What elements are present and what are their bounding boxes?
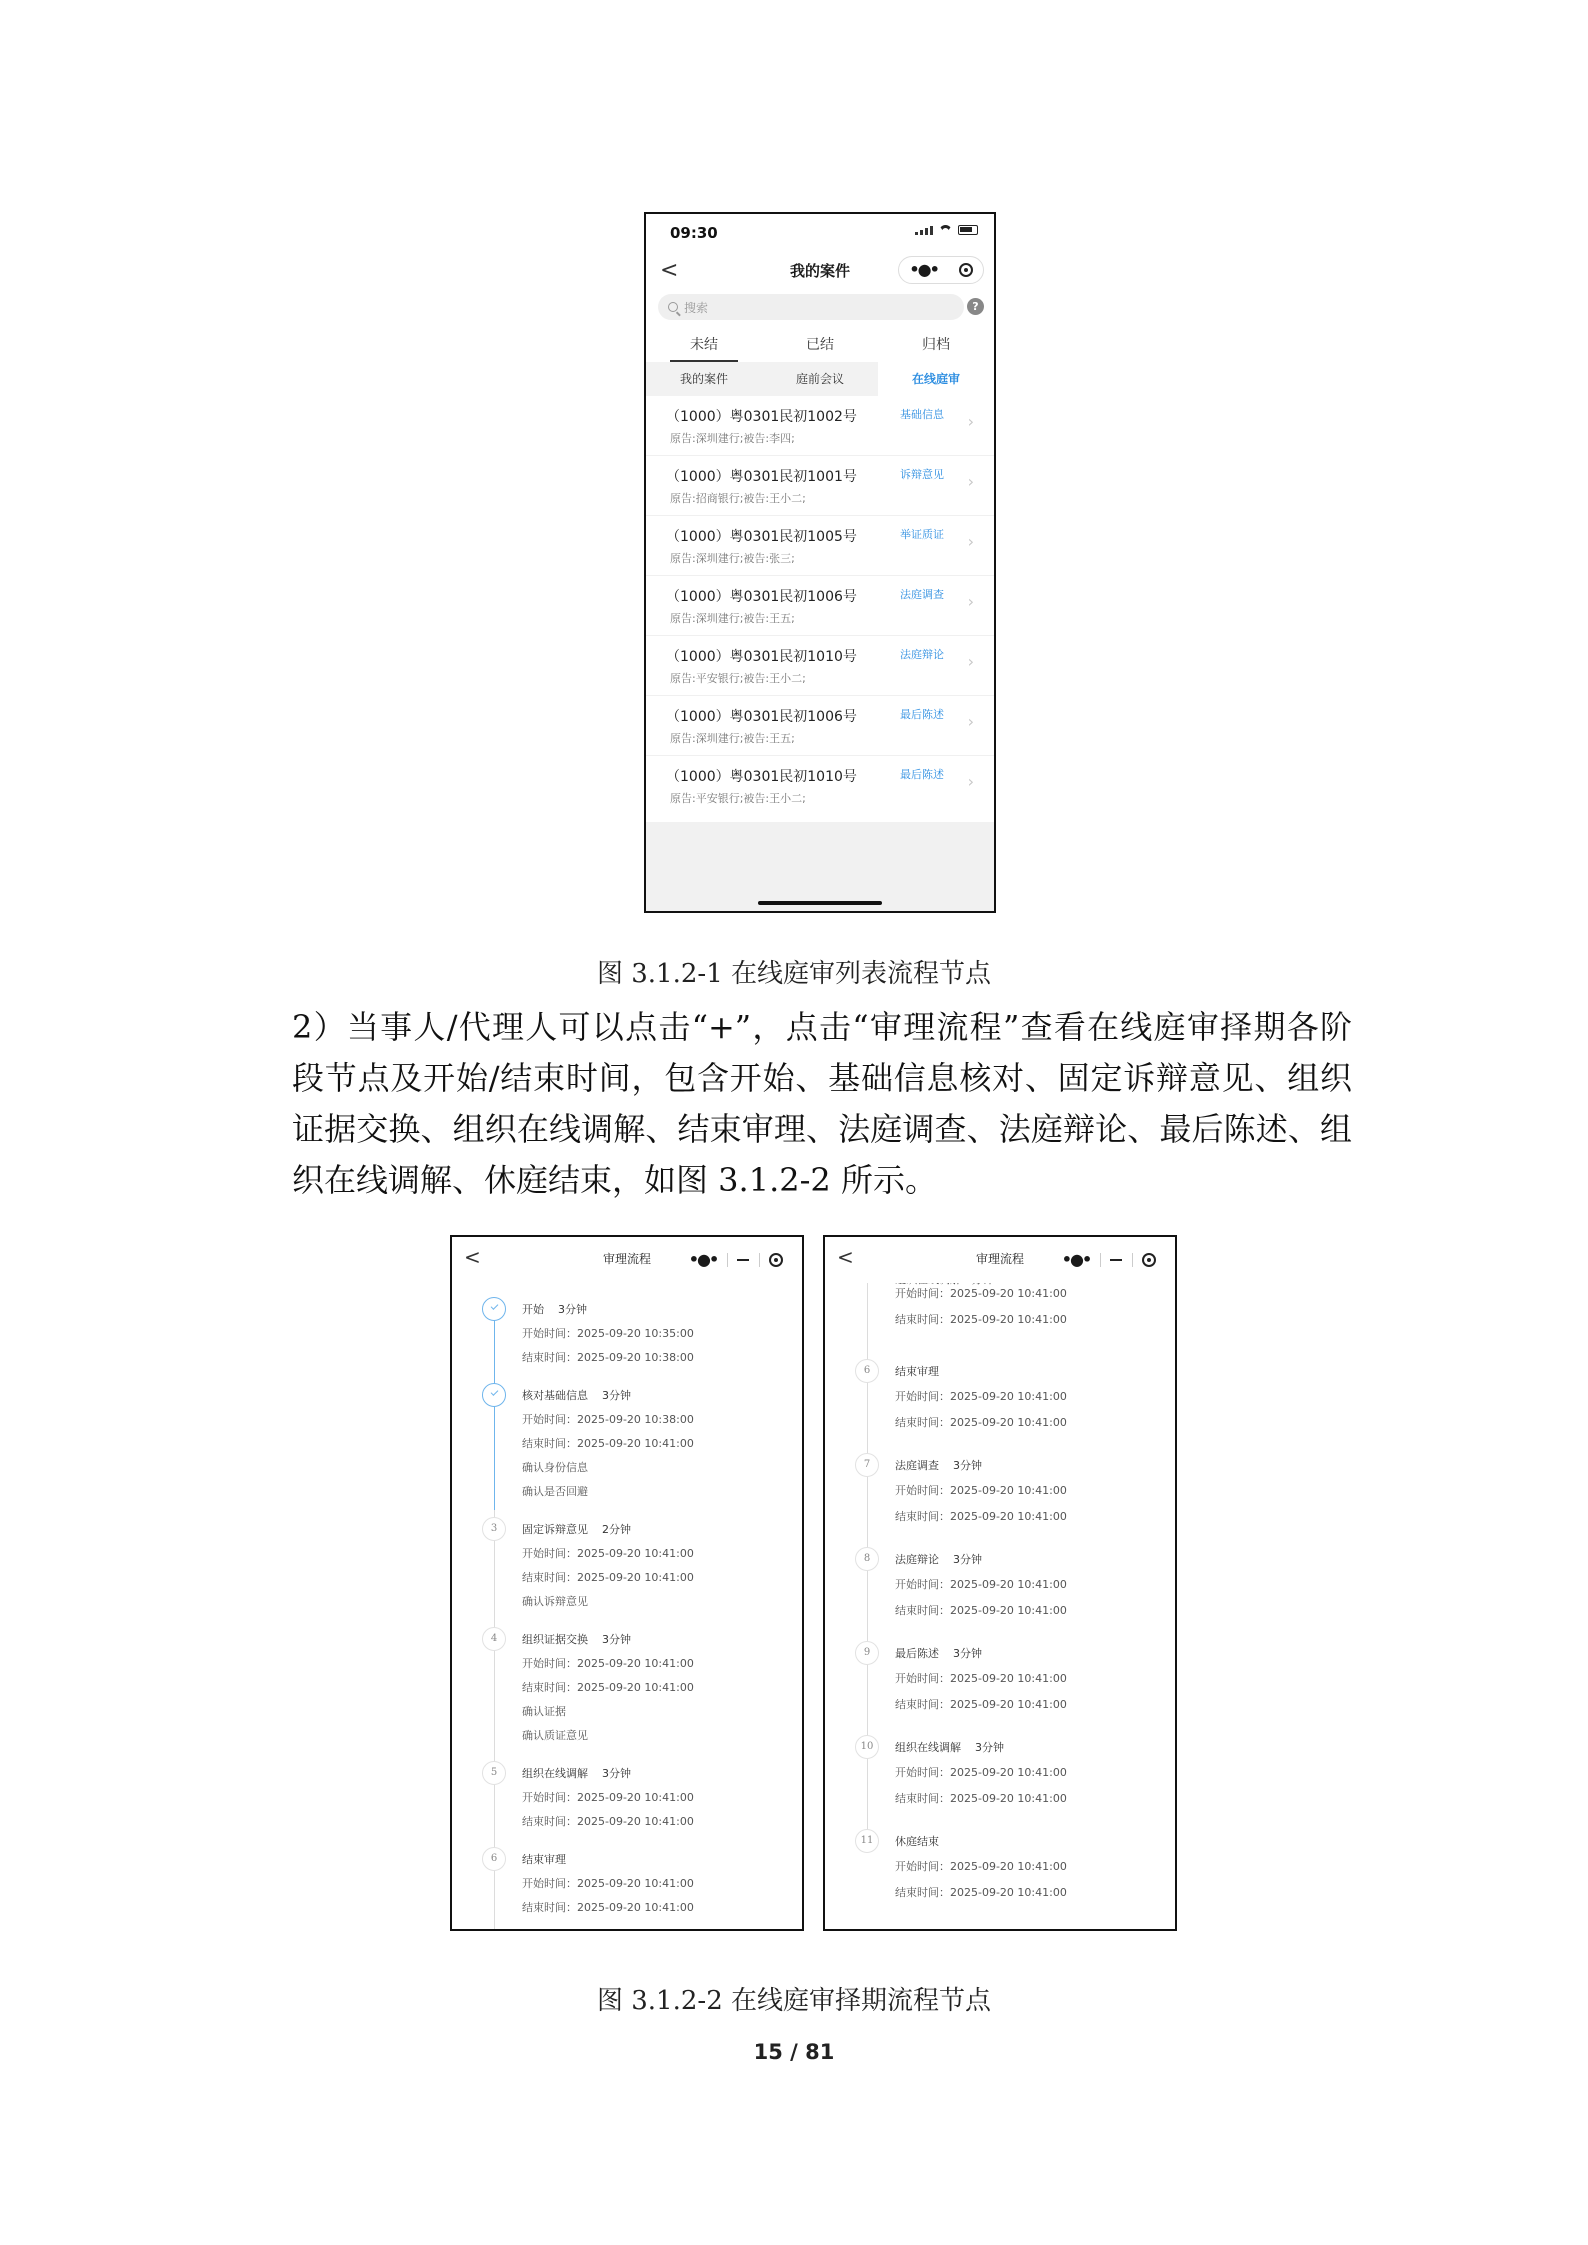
step-detail: 结束时间：2025-09-20 10:41:00 [895, 1792, 1067, 1805]
step-detail: 开始时间：2025-09-20 10:41:00 [895, 1390, 1067, 1403]
step-detail: 结束时间：2025-09-20 10:41:00 [522, 1571, 694, 1584]
step-duration: 3分钟 [953, 1647, 982, 1660]
step-detail: 开始时间：2025-09-20 10:41:00 [895, 1672, 1067, 1685]
step-name: 组织在线调解 [895, 1741, 961, 1754]
case-item[interactable] [646, 756, 994, 815]
step-detail: 确认身份信息 [522, 1461, 588, 1474]
page-title: 审理流程 [602, 1252, 651, 1266]
step-number: 6 [855, 1359, 879, 1383]
step-detail: 开始时间：2025-09-20 10:41:00 [895, 1578, 1067, 1591]
subtab-my-cases[interactable]: 我的案件 [679, 372, 728, 386]
step-duration: 3分钟 [953, 1553, 982, 1566]
back-icon[interactable]: < [837, 1245, 854, 1269]
step-number: 5 [482, 1761, 506, 1785]
step-detail: 确认是否回避 [522, 1485, 588, 1498]
paragraph-line: 证据交换、组织在线调解、结束审理、法庭调查、法庭辩论、最后陈述、组 [292, 1110, 1352, 1148]
minimize-icon[interactable] [737, 1259, 749, 1261]
case-number: （1000）粤0301民初1002号 [666, 409, 857, 425]
step-detail: 结束时间：2025-09-20 10:41:00 [895, 1698, 1067, 1711]
flow-screenshot-left [450, 1235, 804, 1931]
step-name: 法庭辩论 [895, 1553, 939, 1566]
search-icon [668, 302, 678, 312]
figure-caption-2: 图 3.1.2-2 在线庭审择期流程节点 [596, 1986, 991, 2016]
case-parties: 原告:招商银行;被告:王小二; [670, 492, 806, 505]
tab-archived[interactable]: 归档 [922, 337, 950, 353]
empty-area [646, 822, 994, 911]
home-indicator [758, 901, 882, 905]
case-stage: 最后陈述 [900, 768, 944, 781]
step-detail: 开始时间：2025-09-20 10:41:00 [522, 1791, 694, 1804]
case-parties: 原告:深圳建行;被告:李四; [670, 432, 795, 445]
chevron-right-icon: › [967, 412, 974, 431]
step-detail: 开始时间：2025-09-20 10:41:00 [522, 1547, 694, 1560]
step-detail: 确认诉辩意见 [522, 1595, 588, 1608]
case-stage: 法庭调查 [900, 588, 944, 601]
case-number: （1000）粤0301民初1006号 [666, 589, 857, 605]
case-stage: 基础信息 [900, 408, 944, 421]
step-number: 7 [855, 1453, 879, 1477]
check-icon [482, 1297, 506, 1321]
step-duration: 3分钟 [602, 1633, 631, 1646]
category-tabs [646, 362, 994, 396]
step-duration: 3分钟 [558, 1303, 587, 1316]
step-name: 核对基础信息 [522, 1389, 588, 1402]
step-detail: 确认证据 [522, 1705, 566, 1718]
miniprogram-capsule [684, 1247, 788, 1273]
case-parties: 原告:深圳建行;被告:王五; [670, 612, 795, 625]
close-miniprogram-icon[interactable] [1142, 1253, 1156, 1267]
case-list-screenshot [644, 212, 996, 913]
step-number: 6 [482, 1847, 506, 1871]
body-paragraph [292, 1002, 1352, 1206]
case-number: （1000）粤0301民初1010号 [666, 649, 857, 665]
timeline-connector [494, 1397, 495, 1510]
case-item[interactable] [646, 576, 994, 636]
subtab-online-trial[interactable]: 在线庭审 [878, 362, 994, 396]
case-item[interactable] [646, 516, 994, 576]
flow-timeline [825, 1277, 1175, 1929]
step-detail: 结束时间：2025-09-20 10:41:00 [522, 1681, 694, 1694]
step-detail: 结束时间：2025-09-20 10:41:00 [895, 1886, 1067, 1899]
flow-screenshot-right [823, 1235, 1177, 1931]
step-name: 组织证据交换 [522, 1633, 588, 1646]
chevron-right-icon: › [967, 772, 974, 791]
wifi-icon [939, 225, 952, 235]
miniprogram-capsule [1057, 1247, 1161, 1273]
case-stage: 法庭辩论 [900, 648, 944, 661]
step-detail: 结束时间：2025-09-20 10:41:00 [522, 1437, 694, 1450]
step-detail: 结束时间：2025-09-20 10:41:00 [895, 1604, 1067, 1617]
step-name: 组织在线调解 [522, 1767, 588, 1780]
step-name: 法庭调查 [895, 1459, 939, 1472]
search-placeholder: 搜索 [684, 300, 709, 315]
close-miniprogram-icon[interactable] [769, 1253, 783, 1267]
nav-bar [825, 1237, 1175, 1283]
close-miniprogram-icon[interactable] [959, 263, 973, 277]
case-number: （1000）粤0301民初1005号 [666, 529, 857, 545]
chevron-right-icon: › [967, 592, 974, 611]
case-item[interactable] [646, 396, 994, 456]
step-detail: 开始时间：2025-09-20 10:41:00 [522, 1657, 694, 1670]
step-detail: 开始时间：2025-09-20 10:41:00 [895, 1766, 1067, 1779]
flow-timeline [452, 1277, 802, 1929]
step-name: 结束审理 [522, 1853, 566, 1866]
step-duration: 2分钟 [602, 1523, 631, 1536]
miniprogram-capsule [898, 256, 984, 284]
figure-caption-1: 图 3.1.2-1 在线庭审列表流程节点 [596, 959, 991, 989]
page-title: 我的案件 [789, 262, 850, 280]
status-time: 09:30 [670, 224, 718, 242]
step-detail: 结束时间：2025-09-20 10:41:00 [895, 1510, 1067, 1523]
step-detail: 开始时间：2025-09-20 10:35:00 [522, 1327, 694, 1340]
back-icon[interactable]: < [464, 1245, 481, 1269]
step-duration: 3分钟 [953, 1459, 982, 1472]
status-tabs [646, 322, 994, 362]
tab-unfinished[interactable]: 未结 [646, 322, 762, 362]
case-parties: 原告:平安银行;被告:王小二; [670, 792, 806, 805]
step-number: 8 [855, 1547, 879, 1571]
step-name: 结束审理 [895, 1365, 939, 1378]
subtab-pretrial-meeting[interactable]: 庭前会议 [795, 372, 844, 386]
step-detail: 开始时间：2025-09-20 10:41:00 [895, 1484, 1067, 1497]
chevron-right-icon: › [967, 472, 974, 491]
paragraph-line: 织在线调解、休庭结束，如图 3.1.2-2 所示。 [292, 1161, 937, 1199]
step-detail: 结束时间：2025-09-20 10:41:00 [895, 1416, 1067, 1429]
case-parties: 原告:深圳建行;被告:王五; [670, 732, 795, 745]
step-name: 开始 [522, 1303, 544, 1316]
step-detail: 结束时间：2025-09-20 10:38:00 [522, 1351, 694, 1364]
check-icon [482, 1383, 506, 1407]
step-detail: 结束时间：2025-09-20 10:41:00 [522, 1901, 694, 1914]
case-stage: 举证质证 [900, 528, 944, 541]
case-stage: 诉辩意见 [900, 468, 944, 481]
step-duration: 3分钟 [602, 1389, 631, 1402]
paragraph-line: 2）当事人/代理人可以点击“+”，点击“审理流程”查看在线庭审择期各阶 [292, 1008, 1352, 1046]
nav-bar [646, 250, 994, 290]
step-detail: 开始时间：2025-09-20 10:41:00 [522, 1877, 694, 1890]
chevron-right-icon: › [967, 652, 974, 671]
case-number: （1000）粤0301民初1010号 [666, 769, 857, 785]
step-detail: 开始时间：2025-09-20 10:38:00 [522, 1413, 694, 1426]
more-icon[interactable]: •●• [1061, 1250, 1091, 1269]
step-number: 4 [482, 1627, 506, 1651]
step-detail: 开始时间：2025-09-20 10:41:00 [895, 1287, 1067, 1300]
minimize-icon[interactable] [1110, 1259, 1122, 1261]
chevron-right-icon: › [967, 532, 974, 551]
case-parties: 原告:平安银行;被告:王小二; [670, 672, 806, 685]
case-stage: 最后陈述 [900, 708, 944, 721]
back-icon[interactable]: < [660, 258, 679, 283]
case-parties: 原告:深圳建行;被告:张三; [670, 552, 795, 565]
step-name: 固定诉辩意见 [522, 1523, 588, 1536]
page-number: 15 / 81 [753, 2040, 835, 2064]
step-detail: 结束时间：2025-09-20 10:41:00 [895, 1313, 1067, 1326]
case-number: （1000）粤0301民初1001号 [666, 469, 857, 485]
step-number: 3 [482, 1517, 506, 1541]
case-item[interactable] [646, 456, 994, 516]
tab-finished[interactable]: 已结 [806, 337, 834, 353]
step-detail: 开始时间：2025-09-20 10:41:00 [895, 1860, 1067, 1873]
search-input[interactable] [658, 294, 964, 320]
page-title: 审理流程 [975, 1252, 1024, 1266]
chevron-right-icon: › [967, 712, 974, 731]
step-number: 9 [855, 1641, 879, 1665]
case-item[interactable] [646, 636, 994, 696]
more-icon[interactable]: •●• [688, 1250, 718, 1269]
step-name: 休庭结束 [895, 1835, 939, 1848]
step-number: 10 [855, 1735, 879, 1759]
status-bar [646, 214, 994, 250]
step-duration: 3分钟 [602, 1767, 631, 1780]
case-list [646, 396, 994, 815]
help-icon[interactable]: ? [967, 298, 984, 315]
case-item[interactable] [646, 696, 994, 756]
signal-icon [915, 225, 933, 235]
step-duration: 3分钟 [975, 1741, 1004, 1754]
step-name: 最后陈述 [895, 1647, 939, 1660]
case-number: （1000）粤0301民初1006号 [666, 709, 857, 725]
more-icon[interactable]: •●• [909, 260, 938, 279]
step-detail: 确认质证意见 [522, 1729, 588, 1742]
battery-icon [958, 225, 978, 235]
step-number: 11 [855, 1829, 879, 1853]
step-detail: 结束时间：2025-09-20 10:41:00 [522, 1815, 694, 1828]
paragraph-line: 段节点及开始/结束时间，包含开始、基础信息核对、固定诉辩意见、组织 [292, 1059, 1352, 1097]
